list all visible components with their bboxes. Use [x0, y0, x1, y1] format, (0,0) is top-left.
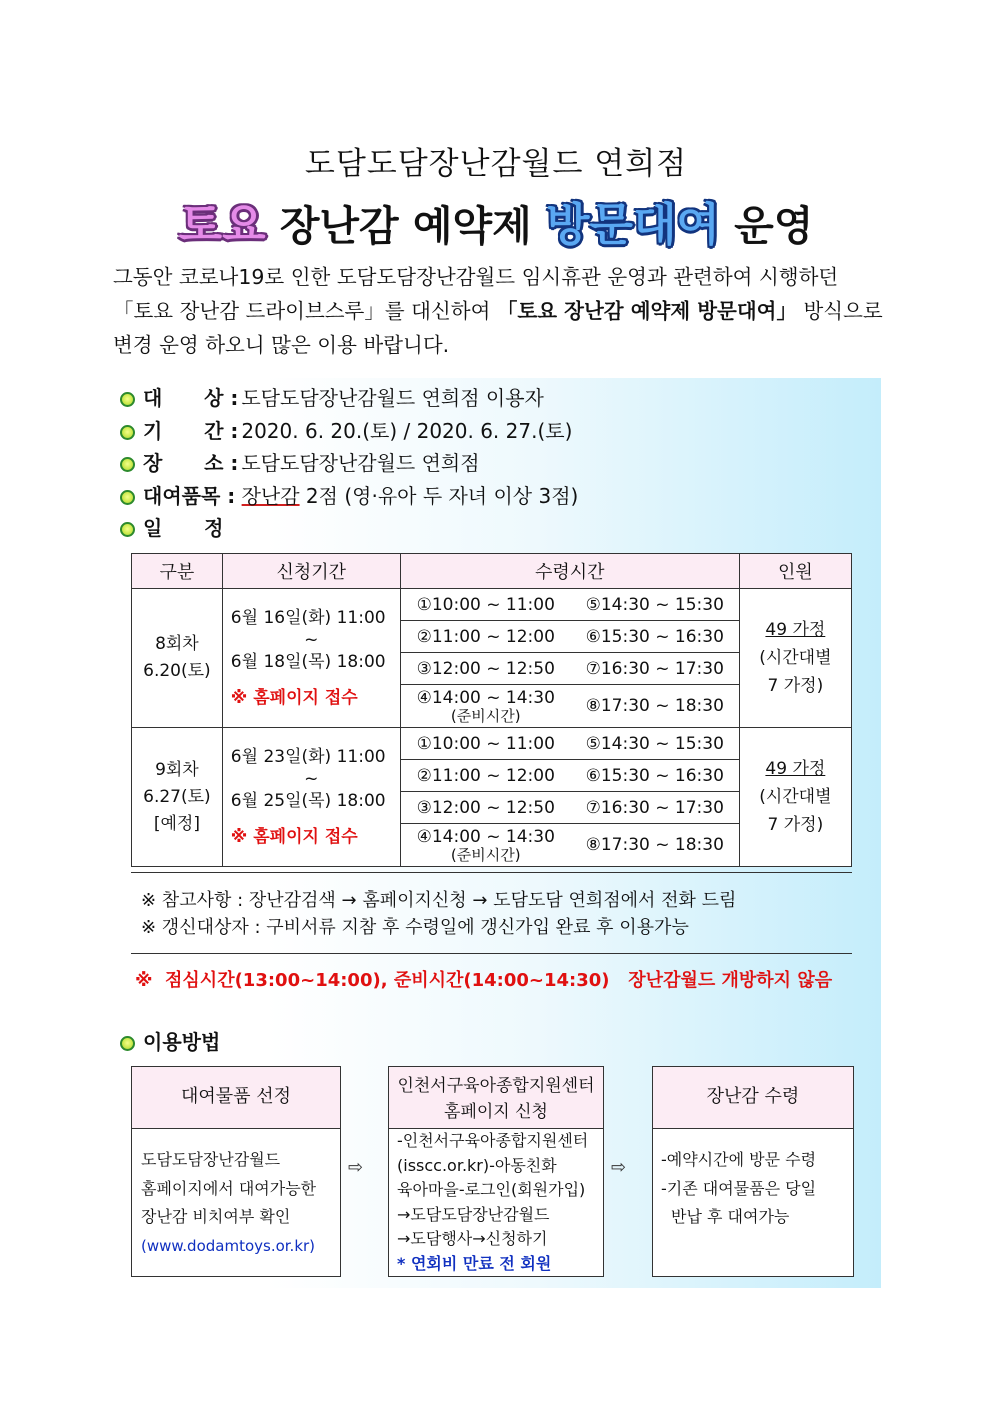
info-value: 2020. 6. 20.(토) / 2020. 6. 27.(토): [241, 418, 573, 443]
bullet-icon: [120, 490, 135, 505]
intro-line-3: 변경 운영 하오니 많은 이용 바랍니다.: [113, 333, 450, 357]
info-place: [120, 447, 578, 480]
info-label: 기 간 :: [143, 418, 239, 443]
bullet-icon: [120, 522, 135, 537]
apply-period-cell: 6월 23일(화) 11:00 ~ 6월 25일(목) 18:00 ※ 홈페이지 접수: [222, 728, 400, 867]
step-apply-online: [388, 1066, 604, 1277]
homepage-link[interactable]: (www.dodamtoys.or.kr): [141, 1236, 316, 1255]
step-title: 인천서구육아종합지원센터 홈페이지 신청: [389, 1067, 603, 1129]
apply-note: ※ 홈페이지 접수: [230, 688, 358, 708]
info-value: 도담도담장난감월드 연희점: [241, 451, 480, 475]
step-title: 장난감 수령: [653, 1067, 853, 1129]
header-cell: 인원: [739, 554, 851, 589]
step-body: -인천서구육아종합지원센터 (isscc.or.kr)-아동친화 육아마을-로그인(회원가입) →도담도담장난감월드 →도담행사→신청하기 * 연회비 만료 전 회원: [389, 1129, 603, 1277]
bullet-icon: [120, 392, 135, 407]
time-slot-cell: ④14:00 ~ 14:30 (준비시간) ⑧17:30 ~ 18:30: [400, 685, 739, 728]
intro-line-2: 「토요 장난감 드라이브스루」를 대신하여 「토요 장난감 예약제 방문대여」 방식으로: [113, 299, 883, 323]
info-schedule: [120, 512, 578, 545]
arrow-right-icon: ⇨: [348, 1157, 364, 1178]
step-title: 대여물품 선정: [132, 1067, 340, 1129]
apply-note: ※ 홈페이지 접수: [230, 827, 358, 847]
info-value: 2점 (영·유아 두 자녀 이상 3점): [299, 483, 579, 508]
round-cell: 8회차 6.20(토): [132, 589, 223, 728]
note-renewal: ※ 갱신대상자 : 구비서류 지참 후 수령일에 갱신가입 완료 후 이용가능: [141, 917, 689, 938]
info-list: [120, 382, 578, 545]
table-row: [132, 728, 852, 760]
intro-line-1: 그동안 코로나19로 인한 도담도담장난감월드 임시휴관 운영과 관련하여 시행하던: [113, 265, 839, 289]
round-cell: 9회차 6.27(토) [예정]: [132, 728, 223, 867]
title-highlight-saturday: 토요: [178, 198, 266, 251]
closed-hours-warning: ※ 점심시간(13:00~14:00), 준비시간(14:00~14:30) 장난감월드 개방하지 않음: [135, 970, 833, 991]
table-row: [132, 589, 852, 621]
people-cell: 49 가정 (시간대별 7 가정): [739, 728, 851, 867]
time-slot-cell: ③12:00 ~ 12:50 ⑦16:30 ~ 17:30: [400, 653, 739, 685]
info-label: 대여품목 :: [143, 483, 236, 508]
info-label: 일 정: [143, 516, 224, 540]
time-slot-cell: ②11:00 ~ 12:00 ⑥15:30 ~ 16:30: [400, 621, 739, 653]
intro-paragraph: [113, 260, 881, 362]
info-label: 대 상 :: [143, 386, 239, 410]
step-body: 도담도담장난감월드 홈페이지에서 대여가능한 장난감 비치여부 확인 (www.dodamtoys.or.kr): [132, 1129, 340, 1260]
time-slot-cell: ①10:00 ~ 11:00 ⑤14:30 ~ 15:30: [400, 589, 739, 621]
table-header-row: [132, 554, 852, 589]
page-subtitle: [0, 188, 992, 253]
schedule-table: [131, 553, 852, 867]
header-cell: 신청기간: [222, 554, 400, 589]
bullet-icon: [120, 1036, 135, 1051]
time-slot-cell: ②11:00 ~ 12:00 ⑥15:30 ~ 16:30: [400, 760, 739, 792]
membership-note: * 연회비 만료 전 회원: [397, 1253, 552, 1273]
intro-emphasis: 「토요 장난감 예약제 방문대여」: [496, 299, 797, 323]
info-value: 도담도담장난감월드 연희점 이용자: [241, 386, 544, 410]
step-select-item: [131, 1066, 341, 1277]
title-highlight-visit-rental: 방문대여: [546, 198, 720, 251]
title-end: 운영: [719, 202, 814, 250]
header-cell: 구분: [132, 554, 223, 589]
step-body: -예약시간에 방문 수령 -기존 대여물품은 당일 반납 후 대여가능: [661, 1150, 817, 1226]
info-value-underlined: 장난감: [241, 483, 300, 508]
header-cell: 수령시간: [400, 554, 739, 589]
title-middle: 장난감 예약제: [265, 202, 547, 250]
arrow-right-icon: ⇨: [611, 1157, 627, 1178]
time-slot-cell: ④14:00 ~ 14:30 (준비시간) ⑧17:30 ~ 18:30: [400, 824, 739, 867]
info-period: [120, 415, 578, 448]
usage-heading: 이용방법: [120, 1026, 220, 1055]
step-pickup: [652, 1066, 854, 1277]
info-target: [120, 382, 578, 415]
apply-period-cell: 6월 16일(화) 11:00 ~ 6월 18일(목) 18:00 ※ 홈페이지 접수: [222, 589, 400, 728]
time-slot-cell: ①10:00 ~ 11:00 ⑤14:30 ~ 15:30: [400, 728, 739, 760]
note-reference: ※ 참고사항 : 장난감검색 → 홈페이지신청 → 도담도담 연희점에서 전화 드림: [141, 890, 737, 911]
bullet-icon: [120, 457, 135, 472]
notes-section: [131, 872, 852, 954]
page-title: 도담도담장난감월드 연희점: [304, 146, 688, 182]
info-label: 장 소 :: [143, 451, 239, 475]
bullet-icon: [120, 425, 135, 440]
people-cell: 49 가정 (시간대별 7 가정): [739, 589, 851, 728]
info-items: [120, 480, 578, 513]
time-slot-cell: ③12:00 ~ 12:50 ⑦16:30 ~ 17:30: [400, 792, 739, 824]
